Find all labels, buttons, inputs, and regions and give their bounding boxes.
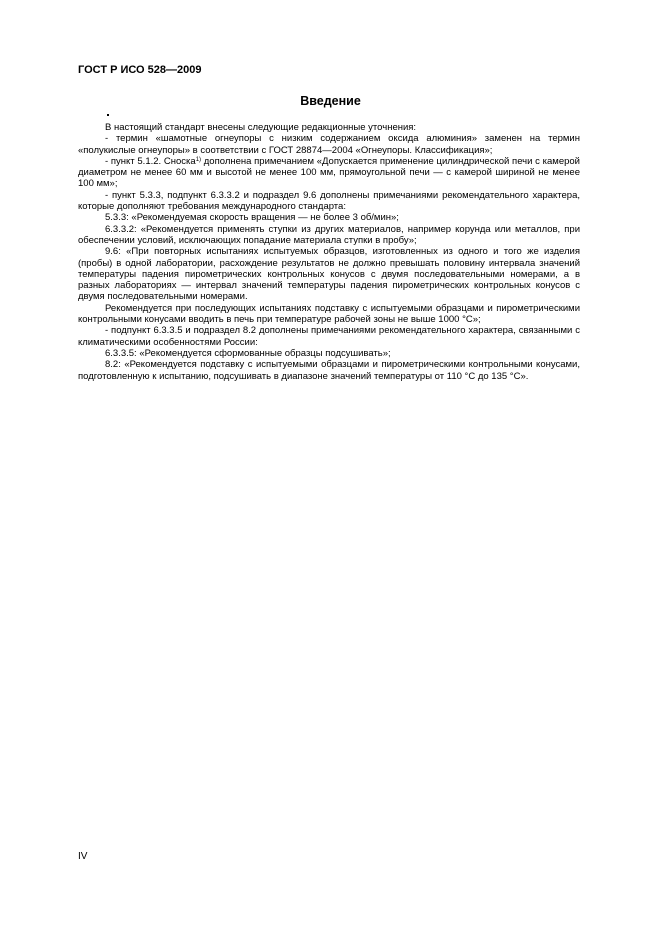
- document-body: [78, 122, 580, 382]
- paragraph-notes-added: - пункт 5.3.3, подпункт 6.3.3.2 и подраздел 9.6 дополнены примечаниями рекомендательного характера, которые дополняют требования международного стандарта:: [78, 189, 580, 213]
- paragraph-footnote-change: [78, 156, 580, 190]
- page-number: IV: [78, 851, 88, 862]
- paragraph-term-change: - термин «шамотные огнеупоры с низким содержанием оксида алюминия» заменен на термин «полукислые огнеупоры» в соответствии с ГОСТ 28874—2004 «Огнеупоры. Классификация»;: [78, 133, 580, 156]
- paragraph-5-3-3: 5.3.3: «Рекомендуемая скорость вращения — не более 3 об/мин»;: [105, 212, 399, 224]
- paragraph-recommendation: Рекомендуется при последующих испытаниях подставку с испытуемыми образцами и пирометрическими контрольными конусами вводить в печь при температуре рабочей зоны не выше 1000 °С»;: [78, 302, 580, 326]
- paragraph-9-6: 9.6: «При повторных испытаниях испытуемых образцов, изготовленных из одного и того же изделия (пробы) в одной лаборатории, расхождение результатов не должно превышать половину интервала значений температуры падения пирометрических контрольных конусов с двумя последовательными номерами, а в разных лабораториях — интервал значений температуры падения пирометрических контрольных конусов с двумя последовательными номерами.: [78, 246, 580, 303]
- document-code: ГОСТ Р ИСО 528—2009: [78, 64, 202, 76]
- footnote-reference: 1): [195, 156, 202, 163]
- stray-mark: [107, 114, 109, 116]
- paragraph-8-2: 8.2: «Рекомендуется подставку с испытуемыми образцами и пирометрическими контрольными конусами, подготовленную к испытанию, подсушивать в диапазоне значений температуры от 110 °С до 135 °С».: [78, 359, 580, 382]
- paragraph-6-3-3-2: 6.3.3.2: «Рекомендуется применять ступки из других материалов, например корунда или металлов, при обеспечении условий, исключающих попадание материала ступки в пробу»;: [78, 223, 580, 246]
- paragraph-climate-notes: - подпункт 6.3.3.5 и подраздел 8.2 дополнены примечаниями рекомендательного характера, связанными с климатическими особенностями России:: [78, 325, 580, 348]
- paragraph-footnote-rest: дополнена примечанием «Допускается применение цилиндрической печи с камерой диаметром не менее 60 мм и высотой не менее 100 мм, прямоугольной печи — с камерой шириной не менее 100 мм»;: [78, 155, 580, 190]
- paragraph-intro: В настоящий стандарт внесены следующие редакционные уточнения:: [105, 122, 417, 133]
- section-title: Введение: [300, 94, 361, 108]
- paragraph-6-3-3-5: 6.3.3.5: «Рекомендуется сформованные образцы подсушивать»;: [105, 347, 391, 359]
- paragraph-footnote-lead: - пункт 5.1.2. Сноска: [105, 155, 196, 167]
